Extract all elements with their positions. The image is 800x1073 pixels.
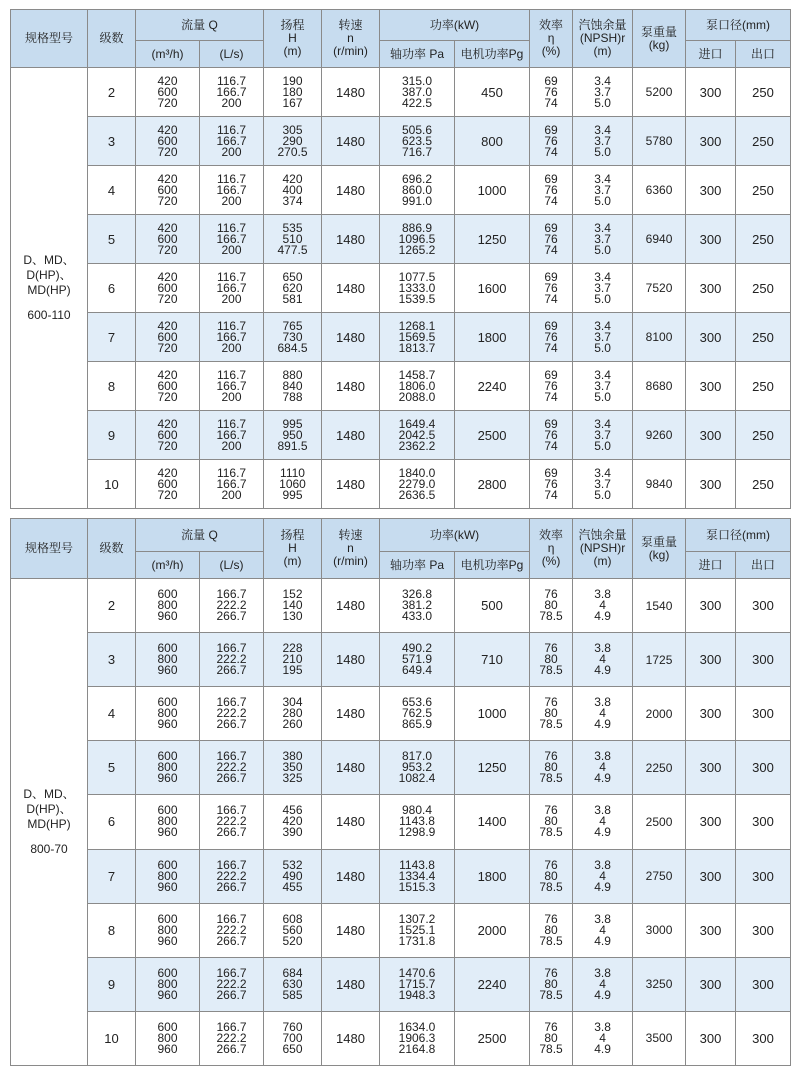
flow-m3h-cell: 420 600 720 <box>136 313 200 362</box>
head-cell: 684 630 585 <box>264 957 322 1011</box>
flow-m3h-cell: 420 600 720 <box>136 166 200 215</box>
shaft-power-cell: 1268.1 1569.5 1813.7 <box>380 313 455 362</box>
head-cell: 380 350 325 <box>264 741 322 795</box>
outlet-cell: 300 <box>736 687 791 741</box>
stage-cell: 9 <box>88 411 136 460</box>
outlet-cell: 250 <box>736 166 791 215</box>
weight-cell: 6360 <box>633 166 686 215</box>
head-cell: 765 730 684.5 <box>264 313 322 362</box>
inlet-cell: 300 <box>686 460 736 509</box>
stage-cell: 10 <box>88 1011 136 1065</box>
stage-cell: 6 <box>88 264 136 313</box>
stage-cell: 4 <box>88 166 136 215</box>
weight-cell: 5780 <box>633 117 686 166</box>
speed-cell: 1480 <box>322 579 380 633</box>
weight-cell: 9840 <box>633 460 686 509</box>
flow-m3h-cell: 600 800 960 <box>136 741 200 795</box>
flow-ls-cell: 116.7 166.7 200 <box>200 411 264 460</box>
shaft-power-cell: 653.6 762.5 865.9 <box>380 687 455 741</box>
npsh-cell: 3.8 4 4.9 <box>573 795 633 849</box>
model-cell <box>11 68 88 509</box>
table-row <box>11 957 791 1011</box>
table-row <box>11 166 791 215</box>
head-cell: 456 420 390 <box>264 795 322 849</box>
shaft-power-cell: 1634.0 1906.3 2164.8 <box>380 1011 455 1065</box>
outlet-cell: 300 <box>736 903 791 957</box>
inlet-cell: 300 <box>686 215 736 264</box>
speed-cell: 1480 <box>322 741 380 795</box>
motor-power-cell: 1000 <box>455 166 530 215</box>
speed-cell: 1480 <box>322 795 380 849</box>
shaft-power-cell: 1840.0 2279.0 2636.5 <box>380 460 455 509</box>
table-row <box>11 313 791 362</box>
flow-ls-cell: 166.7 222.2 266.7 <box>200 849 264 903</box>
stage-cell: 4 <box>88 687 136 741</box>
efficiency-cell: 69 76 74 <box>530 313 573 362</box>
speed-cell: 1480 <box>322 460 380 509</box>
outlet-cell: 250 <box>736 264 791 313</box>
stage-cell: 6 <box>88 795 136 849</box>
efficiency-cell: 76 80 78.5 <box>530 957 573 1011</box>
flow-ls-cell: 166.7 222.2 266.7 <box>200 687 264 741</box>
table-row <box>11 68 791 117</box>
table-row <box>11 849 791 903</box>
speed-cell: 1480 <box>322 264 380 313</box>
outlet-cell: 300 <box>736 957 791 1011</box>
speed-cell: 1480 <box>322 362 380 411</box>
motor-power-cell: 1250 <box>455 215 530 264</box>
npsh-cell: 3.8 4 4.9 <box>573 687 633 741</box>
flow-m3h-cell: 420 600 720 <box>136 411 200 460</box>
inlet-cell: 300 <box>686 166 736 215</box>
outlet-cell: 300 <box>736 849 791 903</box>
npsh-cell: 3.4 3.7 5.0 <box>573 68 633 117</box>
header-flow-m3h: (m³/h) <box>136 41 200 68</box>
shaft-power-cell: 315.0 387.0 422.5 <box>380 68 455 117</box>
inlet-cell: 300 <box>686 264 736 313</box>
flow-ls-cell: 166.7 222.2 266.7 <box>200 633 264 687</box>
weight-cell: 3500 <box>633 1011 686 1065</box>
inlet-cell: 300 <box>686 633 736 687</box>
motor-power-cell: 1600 <box>455 264 530 313</box>
header-stages: 级数 <box>88 10 136 68</box>
inlet-cell: 300 <box>686 1011 736 1065</box>
header-head: 扬程 H (m) <box>264 10 322 68</box>
flow-m3h-cell: 600 800 960 <box>136 849 200 903</box>
stage-cell: 5 <box>88 215 136 264</box>
outlet-cell: 250 <box>736 362 791 411</box>
npsh-cell: 3.8 4 4.9 <box>573 741 633 795</box>
header-motor-power: 电机功率Pg <box>455 552 530 579</box>
header-model: 规格型号 <box>11 519 88 579</box>
inlet-cell: 300 <box>686 849 736 903</box>
stage-cell: 3 <box>88 633 136 687</box>
header-inlet: 进口 <box>686 552 736 579</box>
motor-power-cell: 1400 <box>455 795 530 849</box>
speed-cell: 1480 <box>322 849 380 903</box>
header-stages: 级数 <box>88 519 136 579</box>
model-size: 600-110 <box>27 308 71 322</box>
motor-power-cell: 2240 <box>455 362 530 411</box>
flow-ls-cell: 116.7 166.7 200 <box>200 68 264 117</box>
head-cell: 228 210 195 <box>264 633 322 687</box>
efficiency-cell: 76 80 78.5 <box>530 1011 573 1065</box>
outlet-cell: 250 <box>736 215 791 264</box>
head-cell: 535 510 477.5 <box>264 215 322 264</box>
header-flow: 流量 Q <box>136 10 264 41</box>
motor-power-cell: 2000 <box>455 903 530 957</box>
head-cell: 608 560 520 <box>264 903 322 957</box>
flow-m3h-cell: 420 600 720 <box>136 460 200 509</box>
flow-m3h-cell: 600 800 960 <box>136 903 200 957</box>
npsh-cell: 3.4 3.7 5.0 <box>573 362 633 411</box>
npsh-cell: 3.8 4 4.9 <box>573 633 633 687</box>
flow-m3h-cell: 600 800 960 <box>136 957 200 1011</box>
efficiency-cell: 69 76 74 <box>530 411 573 460</box>
speed-cell: 1480 <box>322 215 380 264</box>
table-row <box>11 687 791 741</box>
weight-cell: 8100 <box>633 313 686 362</box>
flow-m3h-cell: 420 600 720 <box>136 264 200 313</box>
header-flow-ls: (L/s) <box>200 41 264 68</box>
header-flow: 流量 Q <box>136 519 264 552</box>
head-cell: 190 180 167 <box>264 68 322 117</box>
speed-cell: 1480 <box>322 68 380 117</box>
motor-power-cell: 800 <box>455 117 530 166</box>
efficiency-cell: 69 76 74 <box>530 264 573 313</box>
header-shaft-power: 轴功率 Pa <box>380 41 455 68</box>
inlet-cell: 300 <box>686 411 736 460</box>
efficiency-cell: 69 76 74 <box>530 68 573 117</box>
table-row <box>11 795 791 849</box>
header-diameter: 泵口径(mm) <box>686 519 791 552</box>
stage-cell: 8 <box>88 903 136 957</box>
efficiency-cell: 76 80 78.5 <box>530 633 573 687</box>
table-row <box>11 411 791 460</box>
header-flow-ls: (L/s) <box>200 552 264 579</box>
shaft-power-cell: 1307.2 1525.1 1731.8 <box>380 903 455 957</box>
table-row <box>11 1011 791 1065</box>
speed-cell: 1480 <box>322 633 380 687</box>
stage-cell: 10 <box>88 460 136 509</box>
npsh-cell: 3.8 4 4.9 <box>573 849 633 903</box>
shaft-power-cell: 1077.5 1333.0 1539.5 <box>380 264 455 313</box>
npsh-cell: 3.4 3.7 5.0 <box>573 313 633 362</box>
weight-cell: 7520 <box>633 264 686 313</box>
motor-power-cell: 1000 <box>455 687 530 741</box>
motor-power-cell: 2500 <box>455 411 530 460</box>
efficiency-cell: 69 76 74 <box>530 166 573 215</box>
npsh-cell: 3.8 4 4.9 <box>573 903 633 957</box>
outlet-cell: 300 <box>736 795 791 849</box>
header-shaft-power: 轴功率 Pa <box>380 552 455 579</box>
header-efficiency: 效率 η (%) <box>530 10 573 68</box>
model-cell <box>11 579 88 1066</box>
motor-power-cell: 1800 <box>455 849 530 903</box>
outlet-cell: 250 <box>736 460 791 509</box>
npsh-cell: 3.8 4 4.9 <box>573 579 633 633</box>
stage-cell: 3 <box>88 117 136 166</box>
weight-cell: 2750 <box>633 849 686 903</box>
weight-cell: 3250 <box>633 957 686 1011</box>
stage-cell: 2 <box>88 68 136 117</box>
table-row <box>11 633 791 687</box>
shaft-power-cell: 1649.4 2042.5 2362.2 <box>380 411 455 460</box>
outlet-cell: 250 <box>736 68 791 117</box>
flow-m3h-cell: 600 800 960 <box>136 1011 200 1065</box>
efficiency-cell: 69 76 74 <box>530 460 573 509</box>
speed-cell: 1480 <box>322 687 380 741</box>
stage-cell: 7 <box>88 849 136 903</box>
table-row <box>11 117 791 166</box>
motor-power-cell: 710 <box>455 633 530 687</box>
weight-cell: 5200 <box>633 68 686 117</box>
inlet-cell: 300 <box>686 957 736 1011</box>
efficiency-cell: 76 80 78.5 <box>530 903 573 957</box>
flow-ls-cell: 116.7 166.7 200 <box>200 166 264 215</box>
head-cell: 650 620 581 <box>264 264 322 313</box>
header-outlet: 出口 <box>736 41 791 68</box>
efficiency-cell: 76 80 78.5 <box>530 579 573 633</box>
shaft-power-cell: 886.9 1096.5 1265.2 <box>380 215 455 264</box>
efficiency-cell: 76 80 78.5 <box>530 795 573 849</box>
header-npsh: 汽蚀余量 (NPSH)r (m) <box>573 10 633 68</box>
head-cell: 420 400 374 <box>264 166 322 215</box>
npsh-cell: 3.4 3.7 5.0 <box>573 460 633 509</box>
weight-cell: 2250 <box>633 741 686 795</box>
inlet-cell: 300 <box>686 68 736 117</box>
table-row <box>11 362 791 411</box>
table-row <box>11 741 791 795</box>
flow-m3h-cell: 600 800 960 <box>136 687 200 741</box>
weight-cell: 3000 <box>633 903 686 957</box>
outlet-cell: 250 <box>736 117 791 166</box>
motor-power-cell: 2800 <box>455 460 530 509</box>
speed-cell: 1480 <box>322 166 380 215</box>
header-weight: 泵重量 (kg) <box>633 10 686 68</box>
head-cell: 152 140 130 <box>264 579 322 633</box>
header-flow-m3h: (m³/h) <box>136 552 200 579</box>
shaft-power-cell: 696.2 860.0 991.0 <box>380 166 455 215</box>
outlet-cell: 300 <box>736 633 791 687</box>
shaft-power-cell: 505.6 623.5 716.7 <box>380 117 455 166</box>
inlet-cell: 300 <box>686 741 736 795</box>
flow-m3h-cell: 600 800 960 <box>136 795 200 849</box>
head-cell: 995 950 891.5 <box>264 411 322 460</box>
flow-ls-cell: 116.7 166.7 200 <box>200 313 264 362</box>
shaft-power-cell: 1458.7 1806.0 2088.0 <box>380 362 455 411</box>
motor-power-cell: 1250 <box>455 741 530 795</box>
flow-ls-cell: 116.7 166.7 200 <box>200 117 264 166</box>
header-outlet: 出口 <box>736 552 791 579</box>
outlet-cell: 300 <box>736 1011 791 1065</box>
head-cell: 305 290 270.5 <box>264 117 322 166</box>
shaft-power-cell: 1143.8 1334.4 1515.3 <box>380 849 455 903</box>
speed-cell: 1480 <box>322 1011 380 1065</box>
flow-ls-cell: 166.7 222.2 266.7 <box>200 1011 264 1065</box>
header-power: 功率(kW) <box>380 519 530 552</box>
model-size: 800-70 <box>30 842 68 856</box>
model-name: D、MD、 D(HP)、 MD(HP) <box>23 787 75 831</box>
motor-power-cell: 2240 <box>455 957 530 1011</box>
inlet-cell: 300 <box>686 117 736 166</box>
model-name: D、MD、 D(HP)、 MD(HP) <box>23 253 75 297</box>
shaft-power-cell: 980.4 1143.8 1298.9 <box>380 795 455 849</box>
header-npsh: 汽蚀余量 (NPSH)r (m) <box>573 519 633 579</box>
efficiency-cell: 69 76 74 <box>530 117 573 166</box>
inlet-cell: 300 <box>686 903 736 957</box>
stage-cell: 2 <box>88 579 136 633</box>
npsh-cell: 3.8 4 4.9 <box>573 1011 633 1065</box>
flow-m3h-cell: 420 600 720 <box>136 362 200 411</box>
flow-ls-cell: 116.7 166.7 200 <box>200 460 264 509</box>
head-cell: 1110 1060 995 <box>264 460 322 509</box>
table-row <box>11 264 791 313</box>
speed-cell: 1480 <box>322 117 380 166</box>
flow-ls-cell: 166.7 222.2 266.7 <box>200 741 264 795</box>
flow-ls-cell: 116.7 166.7 200 <box>200 362 264 411</box>
speed-cell: 1480 <box>322 411 380 460</box>
flow-ls-cell: 166.7 222.2 266.7 <box>200 795 264 849</box>
weight-cell: 9260 <box>633 411 686 460</box>
inlet-cell: 300 <box>686 579 736 633</box>
head-cell: 760 700 650 <box>264 1011 322 1065</box>
stage-cell: 5 <box>88 741 136 795</box>
stage-cell: 8 <box>88 362 136 411</box>
header-speed: 转速 n (r/min) <box>322 10 380 68</box>
weight-cell: 1540 <box>633 579 686 633</box>
flow-ls-cell: 116.7 166.7 200 <box>200 264 264 313</box>
head-cell: 304 280 260 <box>264 687 322 741</box>
efficiency-cell: 76 80 78.5 <box>530 741 573 795</box>
speed-cell: 1480 <box>322 903 380 957</box>
outlet-cell: 300 <box>736 579 791 633</box>
efficiency-cell: 69 76 74 <box>530 362 573 411</box>
motor-power-cell: 2500 <box>455 1011 530 1065</box>
shaft-power-cell: 326.8 381.2 433.0 <box>380 579 455 633</box>
table-row <box>11 460 791 509</box>
inlet-cell: 300 <box>686 362 736 411</box>
shaft-power-cell: 1470.6 1715.7 1948.3 <box>380 957 455 1011</box>
npsh-cell: 3.4 3.7 5.0 <box>573 117 633 166</box>
header-weight: 泵重量 (kg) <box>633 519 686 579</box>
inlet-cell: 300 <box>686 687 736 741</box>
flow-ls-cell: 166.7 222.2 266.7 <box>200 903 264 957</box>
table-row <box>11 903 791 957</box>
flow-m3h-cell: 420 600 720 <box>136 68 200 117</box>
npsh-cell: 3.8 4 4.9 <box>573 957 633 1011</box>
outlet-cell: 250 <box>736 313 791 362</box>
weight-cell: 8680 <box>633 362 686 411</box>
weight-cell: 2500 <box>633 795 686 849</box>
head-cell: 880 840 788 <box>264 362 322 411</box>
header-inlet: 进口 <box>686 41 736 68</box>
motor-power-cell: 450 <box>455 68 530 117</box>
header-model: 规格型号 <box>11 10 88 68</box>
stage-cell: 9 <box>88 957 136 1011</box>
speed-cell: 1480 <box>322 957 380 1011</box>
flow-ls-cell: 116.7 166.7 200 <box>200 215 264 264</box>
header-diameter: 泵口径(mm) <box>686 10 791 41</box>
flow-ls-cell: 166.7 222.2 266.7 <box>200 957 264 1011</box>
motor-power-cell: 1800 <box>455 313 530 362</box>
header-head: 扬程 H (m) <box>264 519 322 579</box>
efficiency-cell: 76 80 78.5 <box>530 849 573 903</box>
npsh-cell: 3.4 3.7 5.0 <box>573 215 633 264</box>
header-efficiency: 效率 η (%) <box>530 519 573 579</box>
header-power: 功率(kW) <box>380 10 530 41</box>
stage-cell: 7 <box>88 313 136 362</box>
head-cell: 532 490 455 <box>264 849 322 903</box>
efficiency-cell: 69 76 74 <box>530 215 573 264</box>
flow-m3h-cell: 600 800 960 <box>136 579 200 633</box>
motor-power-cell: 500 <box>455 579 530 633</box>
efficiency-cell: 76 80 78.5 <box>530 687 573 741</box>
spec-table-800-70 <box>10 518 791 1066</box>
spec-table-600-110 <box>10 9 791 509</box>
flow-m3h-cell: 420 600 720 <box>136 117 200 166</box>
header-speed: 转速 n (r/min) <box>322 519 380 579</box>
npsh-cell: 3.4 3.7 5.0 <box>573 411 633 460</box>
npsh-cell: 3.4 3.7 5.0 <box>573 264 633 313</box>
flow-m3h-cell: 420 600 720 <box>136 215 200 264</box>
table-row <box>11 215 791 264</box>
weight-cell: 6940 <box>633 215 686 264</box>
npsh-cell: 3.4 3.7 5.0 <box>573 166 633 215</box>
header-motor-power: 电机功率Pg <box>455 41 530 68</box>
shaft-power-cell: 490.2 571.9 649.4 <box>380 633 455 687</box>
outlet-cell: 300 <box>736 741 791 795</box>
weight-cell: 2000 <box>633 687 686 741</box>
flow-ls-cell: 166.7 222.2 266.7 <box>200 579 264 633</box>
speed-cell: 1480 <box>322 313 380 362</box>
inlet-cell: 300 <box>686 313 736 362</box>
weight-cell: 1725 <box>633 633 686 687</box>
outlet-cell: 250 <box>736 411 791 460</box>
table-row <box>11 579 791 633</box>
flow-m3h-cell: 600 800 960 <box>136 633 200 687</box>
inlet-cell: 300 <box>686 795 736 849</box>
shaft-power-cell: 817.0 953.2 1082.4 <box>380 741 455 795</box>
